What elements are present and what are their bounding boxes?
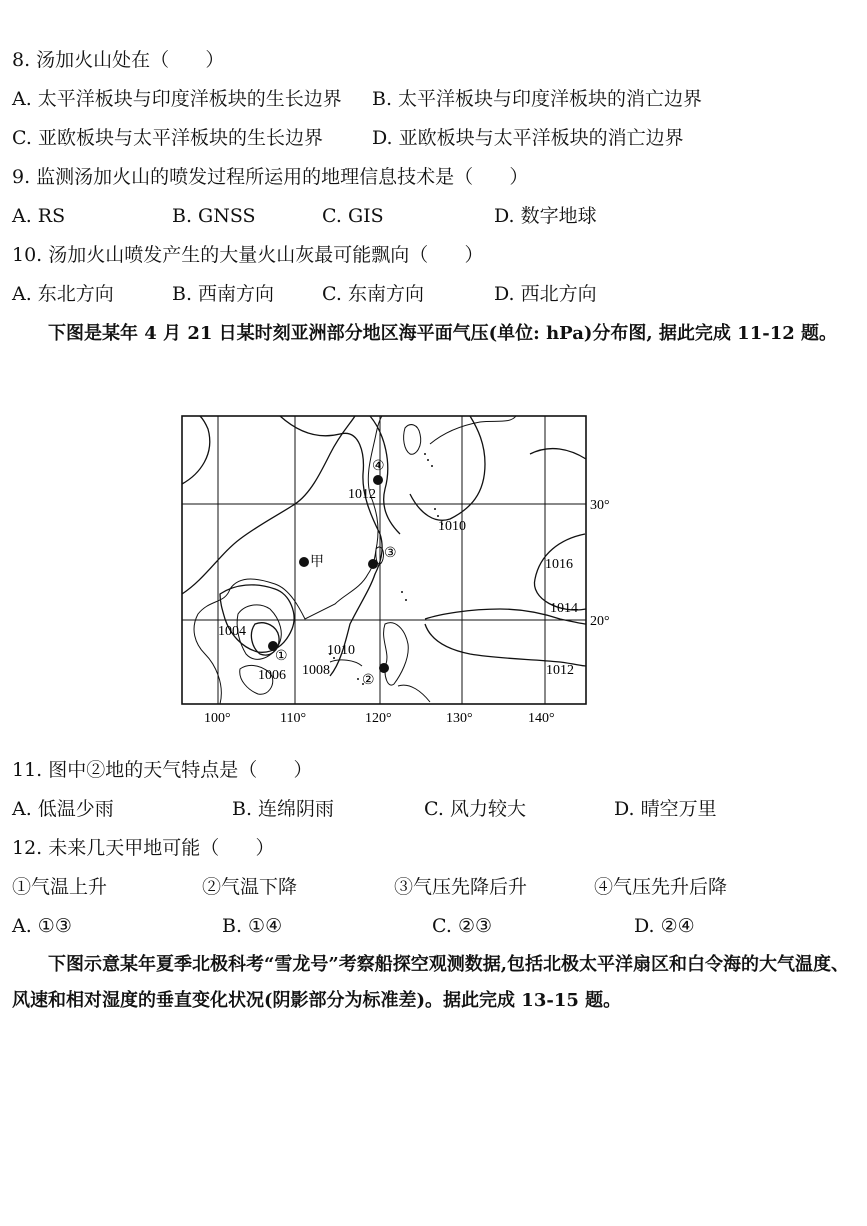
isobar-label-1014: 1014 [550, 601, 578, 616]
q11-option-a: A. 低温少雨 [12, 798, 114, 820]
q11-option-d: D. 晴空万里 [614, 798, 717, 820]
q9-options [12, 204, 857, 228]
isobar-label-1010-south: 1010 [327, 643, 355, 658]
point-1-label: ① [275, 649, 288, 664]
q8-option-b: B. 太平洋板块与印度洋板块的消亡边界 [372, 88, 703, 110]
point-jia-label: 甲 [310, 555, 324, 570]
q8-option-c: C. 亚欧板块与太平洋板块的生长边界 [12, 127, 323, 149]
isobar-label-1006: 1006 [258, 668, 286, 683]
lon-label-130: 130° [446, 711, 473, 726]
q9-stem: 9. 监测汤加火山的喷发过程所运用的地理信息技术是（ ） [12, 166, 529, 188]
isobar-label-1004: 1004 [218, 624, 246, 639]
isobar-label-1010-east: 1010 [438, 519, 466, 534]
q10-option-c: C. 东南方向 [322, 283, 424, 305]
q8-options-row1 [12, 87, 857, 111]
q12-statement-4: ④气压先升后降 [594, 876, 728, 898]
q8-option-a: A. 太平洋板块与印度洋板块的生长边界 [12, 88, 342, 110]
q9-option-c: C. GIS [322, 205, 384, 227]
q9-option-d: D. 数字地球 [494, 205, 597, 227]
lat-label-30: 30° [590, 498, 610, 513]
q9-option-a: A. RS [12, 205, 66, 227]
q11-stem: 11. 图中②地的天气特点是（ ） [12, 759, 313, 781]
lon-label-140: 140° [528, 711, 555, 726]
point-2-dot [379, 663, 389, 673]
q11-options [12, 797, 857, 821]
q10-option-a: A. 东北方向 [12, 283, 114, 305]
point-2-label: ② [362, 673, 375, 688]
lon-label-120: 120° [365, 711, 392, 726]
q12-option-b: B. ①④ [222, 915, 283, 937]
q8-option-d: D. 亚欧板块与太平洋板块的消亡边界 [372, 127, 684, 149]
lat-label-20: 20° [590, 614, 610, 629]
lon-label-100: 100° [204, 711, 231, 726]
isobar-label-1008: 1008 [302, 663, 330, 678]
q10-stem: 10. 汤加火山喷发产生的大量火山灰最可能飘向（ ） [12, 244, 484, 266]
point-3-dot [368, 559, 378, 569]
sea-level-pressure-map [180, 414, 610, 726]
q9-option-b: B. GNSS [172, 205, 256, 227]
lon-label-110: 110° [280, 711, 307, 726]
isobar-label-1016: 1016 [545, 557, 573, 572]
q12-statement-3: ③气压先降后升 [394, 876, 528, 898]
map-coastlines [194, 416, 516, 704]
q12-stem: 12. 未来几天甲地可能（ ） [12, 837, 275, 859]
intro-13-15: 下图示意某年夏季北极科考“雪龙号”考察船探空观测数据,包括北极太平洋扇区和白令海的大气温度、风速和相对湿度的垂直变化状况(阴影部分为标准差)。据此完成 13-15 题。 [12, 954, 849, 1011]
q10-option-d: D. 西北方向 [494, 283, 597, 305]
q10-option-b: B. 西南方向 [172, 283, 275, 305]
q10-options [12, 282, 857, 306]
q11-option-b: B. 连绵阴雨 [232, 798, 335, 820]
q12-statement-2: ②气温下降 [202, 876, 298, 898]
q12-options [12, 914, 857, 938]
q8-stem: 8. 汤加火山处在（ ） [12, 49, 225, 71]
point-4-label: ④ [372, 459, 385, 474]
q12-option-d: D. ②④ [634, 915, 695, 937]
isobar-label-1012-north: 1012 [348, 487, 376, 502]
point-3-label: ③ [384, 546, 397, 561]
q12-statement-1: ①气温上升 [12, 876, 108, 898]
q11-option-c: C. 风力较大 [424, 798, 526, 820]
isobar-label-1012-south: 1012 [546, 663, 574, 678]
q12-statements [12, 875, 857, 899]
q12-option-c: C. ②③ [432, 915, 493, 937]
intro-11-12: 下图是某年 4 月 21 日某时刻亚洲部分地区海平面气压(单位: hPa)分布图, 据此完成 11-12 题。 [48, 323, 838, 344]
q8-options-row2 [12, 126, 857, 150]
point-jia-dot [299, 557, 309, 567]
q12-option-a: A. ①③ [12, 915, 72, 937]
point-4-dot [373, 475, 383, 485]
